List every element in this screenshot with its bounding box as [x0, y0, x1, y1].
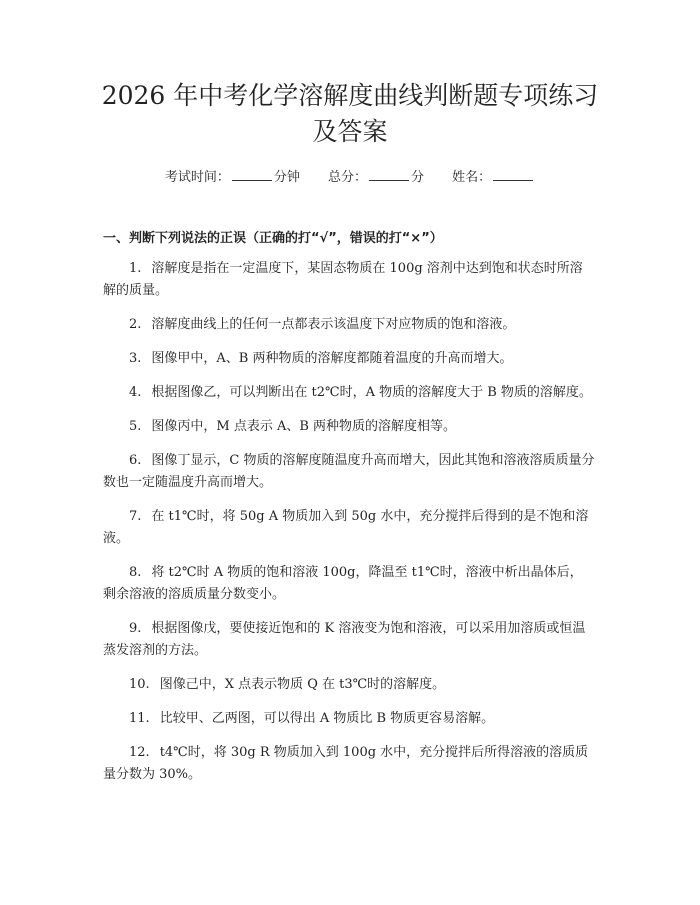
question-item — [103, 382, 595, 404]
exam-time-field — [165, 168, 300, 188]
question-item — [103, 674, 595, 696]
question-number: 10. — [129, 677, 150, 692]
document-title — [60, 78, 640, 150]
question-number: 9. — [129, 621, 142, 636]
question-number: 2. — [129, 317, 142, 332]
question-item — [103, 708, 595, 730]
question-text: 在 t1℃时，将 50g A 物质加入到 50g 水中，充分搅拌后得到的是不饱和溶液。 — [103, 509, 589, 546]
section-heading: 一、判断下列说法的正误（正确的打“√”，错误的打“×”） — [103, 231, 443, 246]
question-text: 图像甲中，A、B 两种物质的溶解度都随着温度的升高而增大。 — [151, 351, 513, 366]
question-item — [103, 742, 595, 786]
question-number: 4. — [129, 385, 142, 400]
question-text: 根据图像戊，要使接近饱和的 K 溶液变为饱和溶液，可以采用加溶质或恒温蒸发溶剂的方法。 — [103, 621, 586, 658]
question-text: 图像丁显示，C 物质的溶解度随温度升高而增大，因此其饱和溶液溶质质量分数也一定随温度升高而增大。 — [103, 453, 595, 490]
question-number: 1. — [129, 261, 142, 276]
question-number: 8. — [129, 565, 142, 580]
question-item — [103, 618, 595, 662]
question-item — [103, 562, 595, 606]
question-item — [103, 314, 595, 336]
question-text: 图像丙中，M 点表示 A、B 两种物质的溶解度相等。 — [151, 419, 457, 434]
question-number: 5. — [129, 419, 142, 434]
question-list — [103, 258, 595, 798]
question-text: t4℃时，将 30g R 物质加入到 100g 水中，充分搅拌后所得溶液的溶质质量分数为 30%。 — [103, 745, 589, 782]
exam-time-unit: 分钟 — [273, 170, 300, 185]
total-score-label: 总分： — [327, 170, 367, 185]
question-text: 图像己中，X 点表示物质 Q 在 t3℃时的溶解度。 — [159, 677, 446, 692]
question-text: 溶解度是指在一定温度下，某固态物质在 100g 溶剂中达到饱和状态时所溶解的质量。 — [103, 261, 583, 298]
question-number: 12. — [129, 745, 150, 760]
title-line-2: 及答案 — [312, 117, 388, 146]
question-item — [103, 450, 595, 494]
total-score-field — [328, 168, 424, 188]
question-number: 6. — [129, 453, 142, 468]
question-number: 7. — [129, 509, 142, 524]
question-text: 根据图像乙，可以判断出在 t2℃时，A 物质的溶解度大于 B 物质的溶解度。 — [151, 385, 592, 400]
question-text: 比较甲、乙两图，可以得出 A 物质比 B 物质更容易溶解。 — [159, 711, 495, 726]
exam-time-label: 考试时间： — [164, 170, 230, 185]
total-score-blank[interactable] — [369, 168, 409, 181]
question-item — [103, 258, 595, 302]
question-number: 3. — [129, 351, 142, 366]
question-number: 11. — [129, 711, 150, 726]
title-line-1: 2026 年中考化学溶解度曲线判断题专项练习 — [101, 81, 599, 110]
question-item — [103, 506, 595, 550]
exam-time-blank[interactable] — [232, 168, 272, 181]
name-field — [452, 168, 535, 188]
name-label: 姓名： — [452, 170, 492, 185]
question-text: 溶解度曲线上的任何一点都表示该温度下对应物质的饱和溶液。 — [151, 317, 516, 332]
question-text: 将 t2℃时 A 物质的饱和溶液 100g，降温至 t1℃时，溶液中析出晶体后，剩余溶液的溶质质量分数变小。 — [103, 565, 583, 602]
question-item — [103, 348, 595, 370]
total-score-unit: 分 — [411, 170, 425, 185]
question-item — [103, 416, 595, 438]
exam-meta — [0, 168, 700, 188]
name-blank[interactable] — [493, 168, 533, 181]
